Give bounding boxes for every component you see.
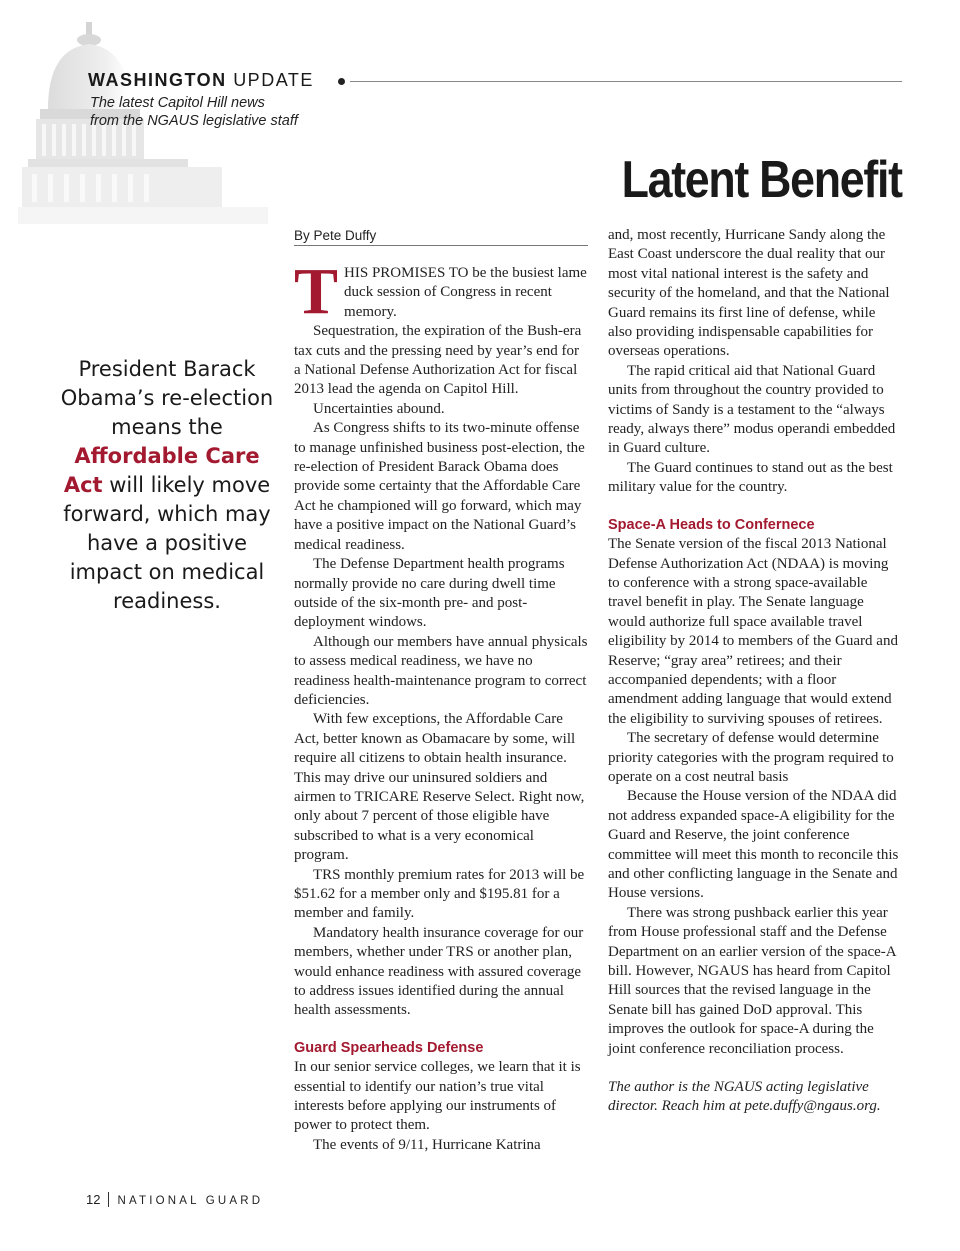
section-header — [88, 70, 908, 92]
paragraph: Although our members have annual physicals to assess medical readiness, we have no readiness health-maintenance program to correct deficiencies. — [294, 633, 588, 708]
article-column-2 — [608, 226, 903, 1117]
byline: By Pete Duffy — [294, 228, 588, 246]
author-signoff: The author is the NGAUS acting legislative director. Reach him at pete.duffy@ngaus.org. — [608, 1079, 881, 1115]
paragraph: The events of 9/11, Hurricane Katrina — [313, 1136, 541, 1153]
article-column-1 — [294, 255, 589, 1155]
section-title: WASHINGTON UPDATE — [88, 70, 314, 90]
paragraph: As Congress shifts to its two-minute offense to manage unfinished business post-election, the re-election of President Barack Obama does provide some certainty that the Affordable Care Act he championed will go forward, which may have a positive impact on the National Guard’s medical readiness. — [294, 420, 585, 553]
paragraph: With few exceptions, the Affordable Care Act, better known as Obamacare by some, will require all citizens to obtain health insurance. This may drive our uninsured soldiers and airmen to TRICARE Reserve Select. Right now, only about 7 percent of those eligible have subscribed to what is a very economical program. — [294, 711, 585, 864]
paragraph: and, most recently, Hurricane Sandy along the East Coast underscore the dual reality that our most vital national interest is the safety and security of the homeland, and that the National Guard remains its first line of defense, while also providing indispensable capabilities for overseas operations. — [608, 227, 890, 360]
paragraph: Because the House version of the NDAA did not address expanded space-A eligibility for the Guard and Reserve, the joint conference committee will meet this month to reconcile this and other conflicting language in the Senate and House versions. — [608, 788, 899, 902]
paragraph: TRS monthly premium rates for 2013 will be $51.62 for a member only and $195.81 for a member and family. — [294, 866, 585, 922]
section-subtitle: The latest Capitol Hill news from the NGAUS legislative staff — [90, 95, 298, 129]
paragraph: There was strong pushback earlier this year from House professional staff and the Defense Department on an earlier version of the space-A bill. However, NGAUS has heard from Capitol Hill sources that the revised language in the Senate bill has gained DoD approval. This improves the outlook for space-A during the joint conference reconciliation process. — [608, 904, 896, 1057]
pull-quote-highlight: Affordable Care Act — [63, 444, 260, 497]
page-footer — [86, 1192, 263, 1207]
paragraph: Sequestration, the expiration of the Bush-era tax cuts and the pressing need by year’s end for a National Defense Authorization Act for fiscal 2013 lead the agenda on Capitol Hill. — [294, 323, 582, 398]
paragraph: The Senate version of the fiscal 2013 National Defense Authorization Act (NDAA) is moving to conference with a strong space-available travel benefit in play. The Senate language would authorize full space available travel eligibility by 2014 to members of the Guard and Reserve; “gray area” retirees; and their accompanied dependents; with a floor amendment adding language that would extend the eligibility to surviving spouses of retirees. — [608, 536, 898, 727]
header-rule — [350, 81, 902, 82]
pull-quote: President Barack Obama’s re-election means the Affordable Care Act will likely move forward, which may have a positive impact on medical readiness. — [60, 357, 274, 613]
paragraph: The Defense Department health programs normally provide no care during dwell time outside of the six-month pre- and post-deployment windows. — [294, 556, 565, 631]
page-number: 12 — [86, 1192, 109, 1207]
magazine-name: NATIONAL GUARD — [117, 1195, 264, 1207]
paragraph: Mandatory health insurance coverage for our members, whether under TRS or another plan, would enhance readiness with assured coverage to address issues identified during the annual health assessments. — [294, 924, 584, 1019]
opening-paragraph: THIS PROMISES TO be the busiest lame duck session of Congress in recent memory. — [294, 255, 587, 328]
paragraph: The secretary of defense would determine priority categories with the program required to operate on a cost neutral basis — [608, 730, 894, 785]
paragraph: Uncertainties abound. — [313, 400, 445, 417]
paragraph: The Guard continues to stand out as the best military value for the country. — [608, 459, 893, 496]
paragraph: The rapid critical aid that National Guard units from throughout the country provided to victims of Sandy is a testament to the “always ready, always there” modus operandi embedded in Guard culture. — [608, 362, 896, 457]
article-headline: Latent Benefit — [621, 151, 902, 209]
subheading-guard: Guard Spearheads Defense — [294, 1039, 484, 1056]
drop-cap: T — [294, 255, 339, 328]
bullet-dot — [338, 78, 345, 85]
subheading-space-a: Space-A Heads to Confernece — [608, 516, 815, 533]
paragraph: In our senior service colleges, we learn that it is essential to identify our nation’s true vital interests before applying our instruments of power to protect them. — [294, 1059, 581, 1134]
